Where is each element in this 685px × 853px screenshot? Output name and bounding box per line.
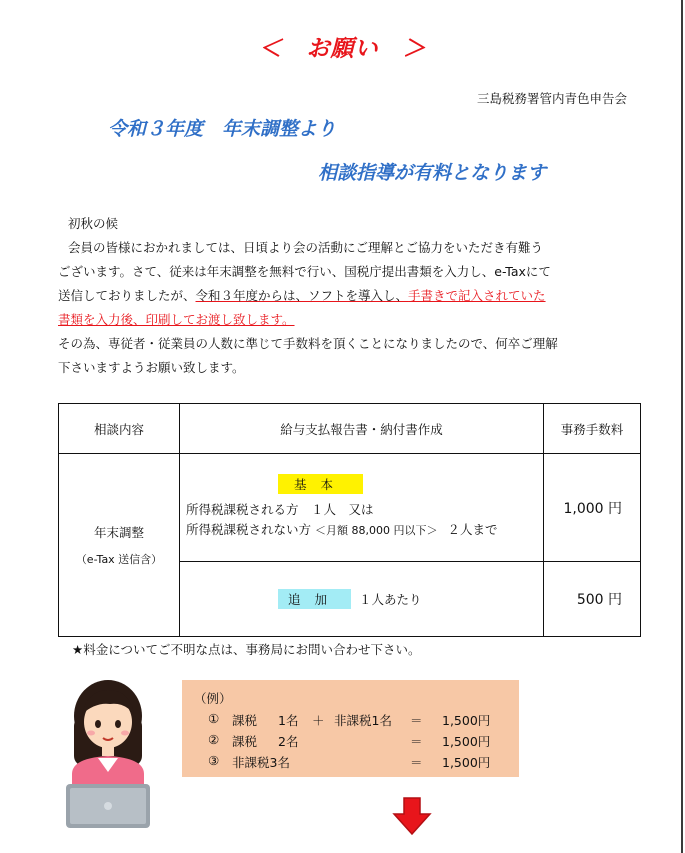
- example-row-3-number: ③: [208, 753, 220, 768]
- paragraph1-line3-start: 送信しておりましたが、: [58, 288, 196, 303]
- example-box: [182, 680, 519, 777]
- greeting: 初秋の候: [68, 216, 119, 231]
- example-row-2-count: 2名: [278, 734, 299, 749]
- consultation-name: 年末調整: [93, 525, 144, 540]
- paragraph2-line2: 下さいますようお願い致します。: [58, 360, 245, 375]
- underlined-software-text: 令和３年度からは、ソフトを導入し、: [195, 288, 409, 303]
- down-arrow-icon: [392, 796, 432, 836]
- table-row-basic: [59, 454, 641, 562]
- basic-line1: 所得税課税される方 １人 又は: [186, 502, 374, 517]
- example-label: （例）: [194, 691, 232, 706]
- example-row-1-count: 1名: [278, 713, 299, 728]
- example-row-2-equals: ＝: [410, 734, 423, 749]
- additional-description-cell: [180, 562, 544, 637]
- additional-label: 追加: [278, 589, 351, 609]
- additional-fee: 500 円: [544, 562, 641, 637]
- paragraph1-line1: 会員の皆様におかれましては、日頃より会の活動にご理解とご協力をいただき有難う: [68, 240, 544, 255]
- paragraph1-line4: [58, 308, 618, 332]
- basic-description-cell: [180, 454, 544, 562]
- basic-line2-end: ２人まで: [447, 522, 498, 537]
- organization-name: 三島税務署管内青色申告会: [476, 91, 627, 106]
- example-row-2-type: 課税: [232, 734, 258, 749]
- woman-laptop-illustration: [58, 678, 158, 828]
- red-print-text: 書類を入力後、印刷してお渡し致します。: [58, 312, 295, 327]
- paragraph1-line2: ございます。さて、従来は年末調整を無料で行い、国税庁提出書類を入力し、e-Taxにて: [58, 264, 551, 279]
- header-fee: 事務手数料: [544, 404, 641, 454]
- example-row-2-amount: 1,500円: [442, 734, 491, 749]
- paragraph1-line3: [58, 284, 618, 308]
- example-row-2: [208, 732, 508, 750]
- example-row-1-number: ①: [208, 711, 220, 726]
- main-heading-line1: 令和３年度 年末調整より: [108, 118, 337, 140]
- example-row-3-equals: ＝: [410, 755, 423, 770]
- monthly-limit: ＜月額 88,000 円以下＞: [315, 524, 438, 537]
- example-row-3: [208, 753, 508, 771]
- red-handwritten-text: 手書きで記入されていた: [408, 288, 546, 303]
- example-row-1-plus: ＋: [312, 713, 325, 728]
- consultation-note: （e-Tax 送信含）: [75, 553, 163, 566]
- page-title: ＜ お願い ＞: [258, 36, 427, 62]
- basic-fee: 1,000 円: [544, 454, 641, 562]
- example-row-1-second: 非課税1名: [334, 713, 392, 728]
- paragraph2-line1: その為、専従者・従業員の人数に準じて手数料を頂くことになりましたので、何卒ご理解: [58, 336, 558, 351]
- basic-line2-start: 所得税課税されない方: [186, 522, 312, 537]
- consultation-cell: [59, 454, 180, 637]
- additional-text: １人あたり: [359, 592, 422, 607]
- inquiry-note: ★料金についてご不明な点は、事務局にお問い合わせ下さい。: [72, 642, 421, 657]
- example-row-1-equals: ＝: [410, 713, 423, 728]
- table-header-row: [59, 404, 641, 454]
- basic-label: 基本: [278, 474, 363, 494]
- example-row-2-number: ②: [208, 732, 220, 747]
- letter-body: [58, 212, 618, 380]
- basic-line2: [186, 520, 537, 541]
- fee-table: [58, 403, 641, 637]
- header-report: 給与支払報告書・納付書作成: [180, 404, 544, 454]
- example-row-1-type: 課税: [232, 713, 258, 728]
- page-border-right: [681, 0, 683, 853]
- example-row-1-amount: 1,500円: [442, 713, 491, 728]
- header-consultation: 相談内容: [59, 404, 180, 454]
- example-row-3-amount: 1,500円: [442, 755, 491, 770]
- main-heading-line2: 相談指導が有料となります: [318, 162, 547, 184]
- example-row-1: [208, 711, 508, 729]
- example-row-3-type: 非課税3名: [232, 755, 290, 770]
